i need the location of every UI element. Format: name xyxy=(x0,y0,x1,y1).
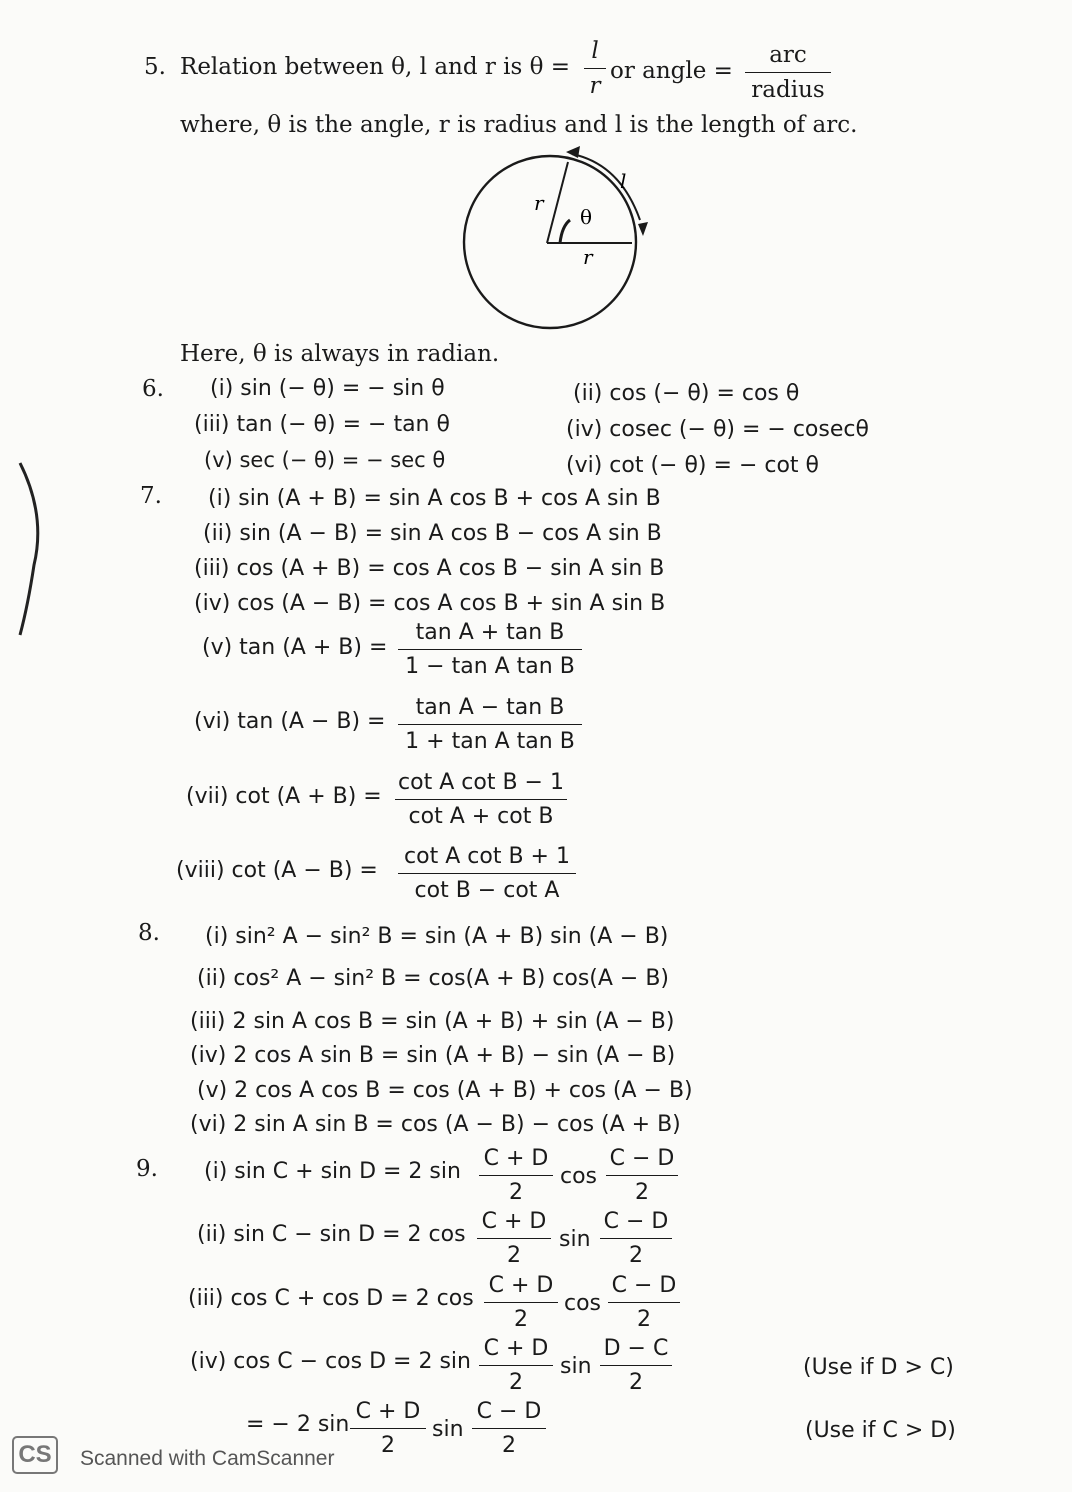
identity-7-vi-fraction: tan A − tan B 1 + tan A tan B xyxy=(398,697,582,753)
fraction-l-over-r: l r xyxy=(584,40,606,98)
section-5-lead: Relation between θ, l and r is θ = xyxy=(180,54,571,80)
section-8-number: 8. xyxy=(138,920,160,946)
section-5-number: 5. xyxy=(144,54,166,80)
identity-9-iii-lhs: (iii) cos C + cos D = 2 cos xyxy=(188,1286,474,1311)
label-l-arc: l xyxy=(620,169,627,193)
margin-bracket-mark xyxy=(8,455,48,645)
identity-9-v-lhs: = − 2 sin xyxy=(246,1412,350,1437)
identity-9-iii-frac1: C + D 2 xyxy=(484,1275,558,1331)
identity-7-iv: (iv) cos (A − B) = cos A cos B + sin A sin B xyxy=(194,591,666,616)
identity-7-i: (i) sin (A + B) = sin A cos B + cos A sin B xyxy=(208,486,661,511)
label-theta: θ xyxy=(580,205,593,229)
identity-9-v-mid: sin xyxy=(432,1417,464,1442)
identity-9-iii-mid: cos xyxy=(564,1291,602,1316)
identity-6-iv: (iv) cosec (− θ) = − cosecθ xyxy=(566,417,869,442)
identity-7-vii-lhs: (vii) cot (A + B) = xyxy=(186,784,382,809)
identity-9-v-frac1: C + D 2 xyxy=(350,1401,426,1457)
section-6-number: 6. xyxy=(142,376,164,402)
label-r-slanted: r xyxy=(534,191,544,215)
identity-7-vii-fraction: cot A cot B − 1 cot A + cot B xyxy=(395,772,567,828)
identity-9-ii-frac2: C − D 2 xyxy=(600,1211,672,1267)
identity-7-v-lhs: (v) tan (A + B) = xyxy=(202,635,388,660)
section-5-where: where, θ is the angle, r is radius and l is the length of arc. xyxy=(180,112,858,138)
section-9-number: 9. xyxy=(136,1156,158,1182)
condition-note-d-greater-c: (Use if D > C) xyxy=(803,1355,954,1380)
section-7-number: 7. xyxy=(140,483,162,509)
identity-6-vi: (vi) cot (− θ) = − cot θ xyxy=(566,453,819,478)
identity-8-iii: (iii) 2 sin A cos B = sin (A + B) + sin (A − B) xyxy=(190,1009,675,1034)
identity-9-i-frac2: C − D 2 xyxy=(606,1148,678,1204)
identity-9-ii-lhs: (ii) sin C − sin D = 2 cos xyxy=(197,1222,466,1247)
identity-6-ii: (ii) cos (− θ) = cos θ xyxy=(573,381,800,406)
identity-6-i: (i) sin (− θ) = − sin θ xyxy=(210,376,445,401)
identity-9-i-mid: cos xyxy=(560,1164,598,1189)
identity-8-iv: (iv) 2 cos A sin B = sin (A + B) − sin (A − B) xyxy=(190,1043,676,1068)
scanner-watermark-text: Scanned with CamScanner xyxy=(80,1447,335,1470)
identity-7-viii-fraction: cot A cot B + 1 cot B − cot A xyxy=(398,846,576,902)
fraction-arc-over-radius: arc radius xyxy=(745,44,831,102)
identity-9-ii-frac1: C + D 2 xyxy=(477,1211,551,1267)
section-5-note: Here, θ is always in radian. xyxy=(180,341,500,367)
identity-7-viii-lhs: (viii) cot (A − B) = xyxy=(176,858,378,883)
identity-8-v: (v) 2 cos A cos B = cos (A + B) + cos (A − B) xyxy=(197,1078,693,1103)
identity-9-i-frac1: C + D 2 xyxy=(479,1148,553,1204)
identity-7-iii: (iii) cos (A + B) = cos A cos B − sin A sin B xyxy=(194,556,665,581)
identity-7-ii: (ii) sin (A − B) = sin A cos B − cos A sin B xyxy=(203,521,662,546)
identity-9-iii-frac2: C − D 2 xyxy=(608,1275,680,1331)
camscanner-logo: CS xyxy=(12,1436,58,1474)
radian-circle-diagram xyxy=(450,140,670,360)
identity-8-i: (i) sin² A − sin² B = sin (A + B) sin (A − B) xyxy=(205,924,669,949)
identity-9-v-frac2: C − D 2 xyxy=(472,1401,546,1457)
identity-8-vi: (vi) 2 sin A sin B = cos (A − B) − cos (A + B) xyxy=(190,1112,681,1137)
label-r-horizontal: r xyxy=(583,245,593,269)
identity-7-v-fraction: tan A + tan B 1 − tan A tan B xyxy=(398,622,582,678)
identity-9-i-lhs: (i) sin C + sin D = 2 sin xyxy=(204,1159,461,1184)
identity-6-v: (v) sec (− θ) = − sec θ xyxy=(204,448,446,472)
or-angle-text: or angle = xyxy=(610,58,733,84)
identity-9-iv-lhs: (iv) cos C − cos D = 2 sin xyxy=(190,1349,471,1374)
identity-9-ii-mid: sin xyxy=(559,1227,591,1252)
identity-9-iv-frac2: D − C 2 xyxy=(600,1338,672,1394)
identity-6-iii: (iii) tan (− θ) = − tan θ xyxy=(194,412,450,437)
condition-note-c-greater-d: (Use if C > D) xyxy=(805,1418,956,1443)
identity-9-iv-frac1: C + D 2 xyxy=(479,1338,553,1394)
identity-7-vi-lhs: (vi) tan (A − B) = xyxy=(194,709,386,734)
identity-9-iv-mid: sin xyxy=(560,1354,592,1379)
identity-8-ii: (ii) cos² A − sin² B = cos(A + B) cos(A − B) xyxy=(197,966,670,991)
